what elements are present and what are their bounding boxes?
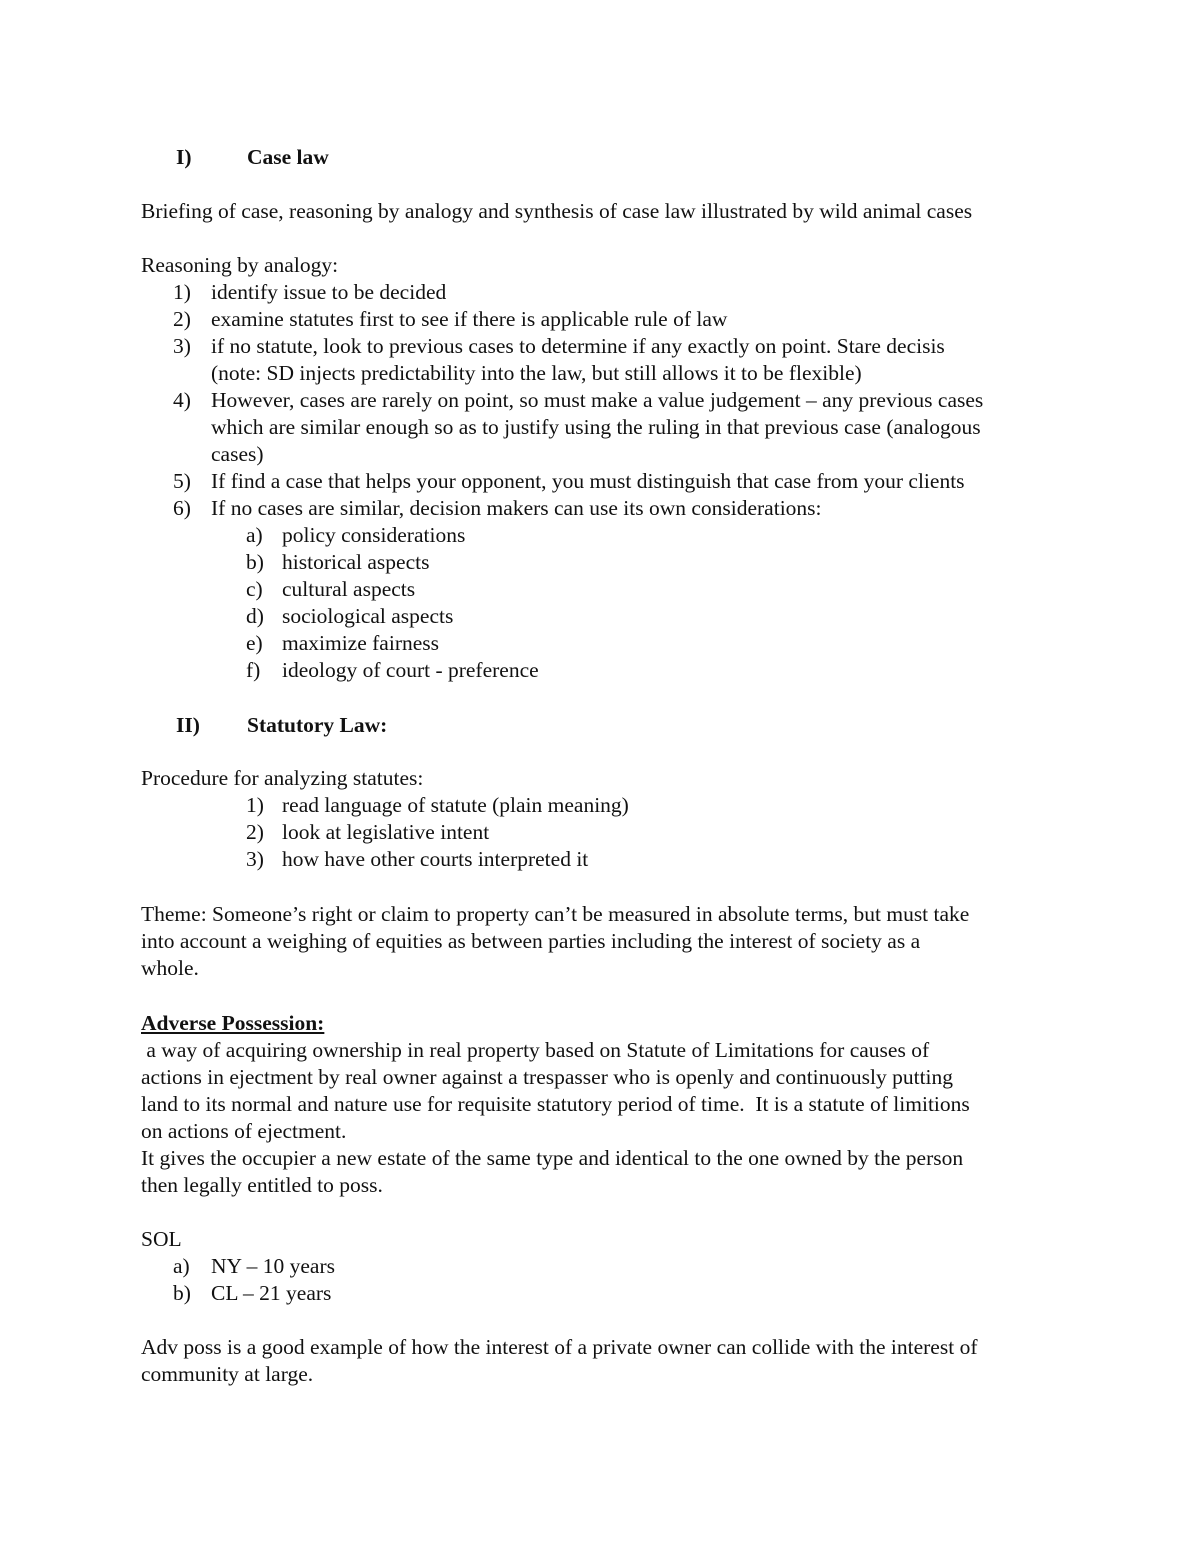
sol-item-text: CL – 21 years bbox=[211, 1281, 332, 1305]
procedure-heading: Procedure for analyzing statutes: bbox=[141, 766, 424, 790]
list-item-text: identify issue to be decided bbox=[211, 280, 447, 304]
procedure-item-number: 1) bbox=[246, 793, 264, 817]
list-item-text: examine statutes first to see if there is applicable rule of law bbox=[211, 307, 728, 331]
list-item-text: cases) bbox=[211, 442, 264, 466]
list-item-text: (note: SD injects predictability into the law, but still allows it to be flexible) bbox=[211, 361, 862, 385]
list-item-text: If no cases are similar, decision makers can use its own considerations: bbox=[211, 496, 822, 520]
sol-item-letter: b) bbox=[173, 1281, 191, 1305]
section-2-number: II) bbox=[176, 713, 200, 737]
sublist-item-letter: a) bbox=[246, 523, 263, 547]
reasoning-heading: Reasoning by analogy: bbox=[141, 253, 339, 277]
section-1-number: I) bbox=[176, 145, 192, 169]
list-item-text: if no statute, look to previous cases to determine if any exactly on point. Stare decisis bbox=[211, 334, 945, 358]
theme-line: into account a weighing of equities as between parties including the interest of society as a bbox=[141, 929, 921, 953]
adverse-line: on actions of ejectment. bbox=[141, 1119, 347, 1143]
procedure-item-text: how have other courts interpreted it bbox=[282, 847, 589, 871]
sublist-item-text: sociological aspects bbox=[282, 604, 454, 628]
sublist-item-text: historical aspects bbox=[282, 550, 430, 574]
adverse-line: land to its normal and nature use for requisite statutory period of time. It is a statute of limitions bbox=[141, 1092, 970, 1116]
closing-line: Adv poss is a good example of how the interest of a private owner can collide with the interest of bbox=[141, 1335, 978, 1359]
adverse-possession-heading: Adverse Possession: bbox=[141, 1011, 325, 1035]
sublist-item-letter: b) bbox=[246, 550, 264, 574]
sublist-item-letter: d) bbox=[246, 604, 264, 628]
list-item-text: However, cases are rarely on point, so must make a value judgement – any previous cases bbox=[211, 388, 984, 412]
sol-item-letter: a) bbox=[173, 1254, 190, 1278]
procedure-item-text: read language of statute (plain meaning) bbox=[282, 793, 629, 817]
sol-heading: SOL bbox=[141, 1227, 182, 1251]
intro-paragraph: Briefing of case, reasoning by analogy and synthesis of case law illustrated by wild animal cases bbox=[141, 199, 973, 223]
adverse-line: actions in ejectment by real owner against a trespasser who is openly and continuously putting bbox=[141, 1065, 954, 1089]
adverse-line: a way of acquiring ownership in real property based on Statute of Limitations for causes of bbox=[141, 1038, 930, 1062]
section-2-title: Statutory Law: bbox=[247, 713, 388, 737]
closing-line: community at large. bbox=[141, 1362, 314, 1386]
sublist-item-text: policy considerations bbox=[282, 523, 466, 547]
theme-line: Theme: Someone’s right or claim to property can’t be measured in absolute terms, but must take bbox=[141, 902, 970, 926]
sublist-item-letter: f) bbox=[246, 658, 261, 682]
section-1-title: Case law bbox=[247, 145, 329, 169]
list-item-number: 3) bbox=[173, 334, 191, 358]
sublist-item-text: ideology of court - preference bbox=[282, 658, 539, 682]
list-item-number: 4) bbox=[173, 388, 191, 412]
sublist-item-letter: e) bbox=[246, 631, 263, 655]
list-item-text: If find a case that helps your opponent, you must distinguish that case from your clients bbox=[211, 469, 965, 493]
sublist-item-text: cultural aspects bbox=[282, 577, 416, 601]
sublist-item-text: maximize fairness bbox=[282, 631, 440, 655]
adverse-line: then legally entitled to poss. bbox=[141, 1173, 383, 1197]
procedure-item-number: 3) bbox=[246, 847, 264, 871]
procedure-item-number: 2) bbox=[246, 820, 264, 844]
list-item-number: 2) bbox=[173, 307, 191, 331]
theme-line: whole. bbox=[141, 956, 199, 980]
list-item-number: 1) bbox=[173, 280, 191, 304]
list-item-text: which are similar enough so as to justify using the ruling in that previous case (analogous bbox=[211, 415, 981, 439]
procedure-item-text: look at legislative intent bbox=[282, 820, 490, 844]
list-item-number: 6) bbox=[173, 496, 191, 520]
sol-item-text: NY – 10 years bbox=[211, 1254, 335, 1278]
sublist-item-letter: c) bbox=[246, 577, 263, 601]
list-item-number: 5) bbox=[173, 469, 191, 493]
adverse-line: It gives the occupier a new estate of the same type and identical to the one owned by the person bbox=[141, 1146, 964, 1170]
